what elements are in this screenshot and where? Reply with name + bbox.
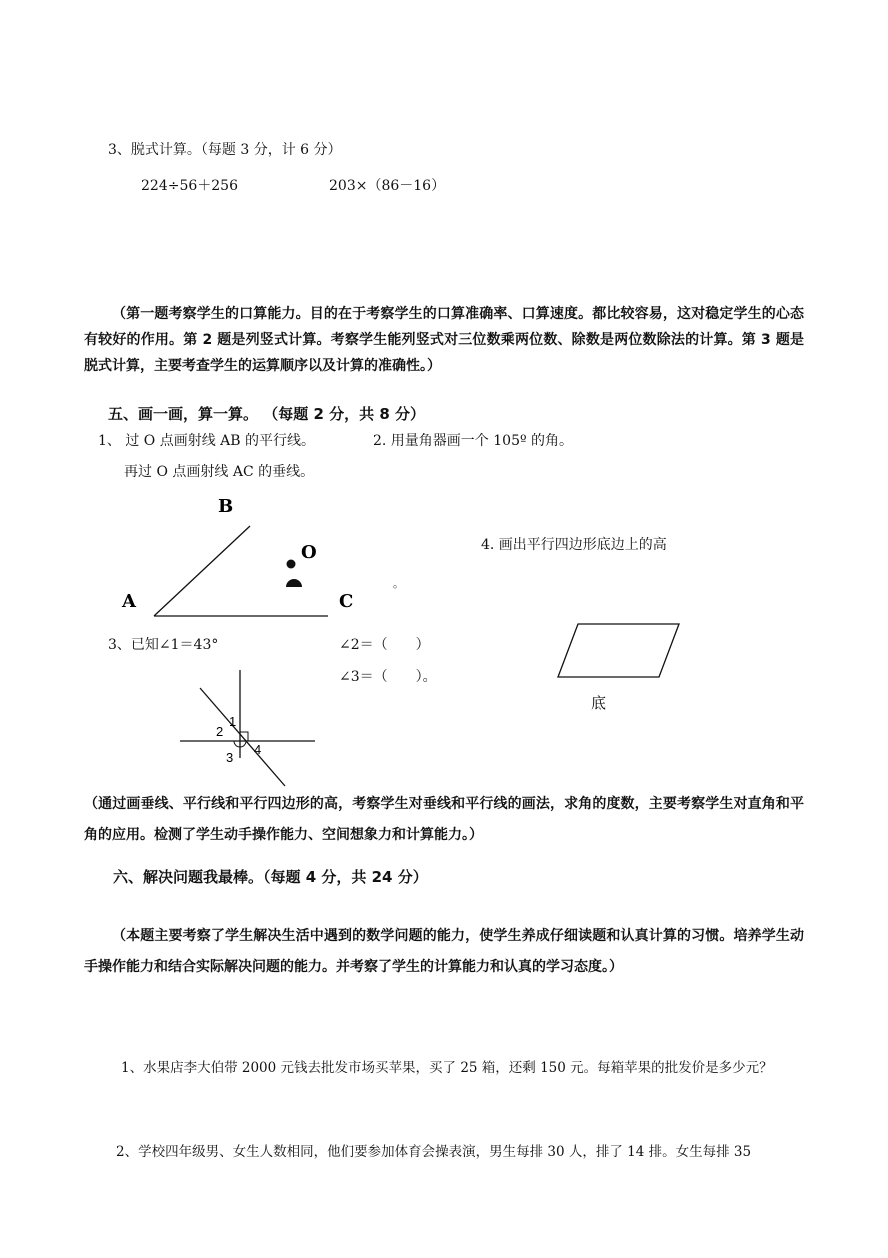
expression-2: 203×（86－16） <box>329 178 446 194</box>
answer-angle-2: ∠2＝（ ） <box>339 637 430 653</box>
section6-heading: 六、解决问题我最棒。（每题 4 分，共 24 分） <box>113 868 428 886</box>
question5-1-line1: 1、 过 O 点画射线 AB 的平行线。 <box>98 433 316 449</box>
question5-4-dot: 。 <box>393 577 404 590</box>
diagonal-line <box>200 688 285 786</box>
angle-label-1: 1 <box>229 714 237 729</box>
problem-2: 2、学校四年级男、女生人数相同，他们要参加体育会操表演，男生每排 30 人，排了 14 排。女生每排 35 <box>116 1144 752 1160</box>
expression-1: 224÷56＋256 <box>141 178 238 194</box>
question5-4: 4. 画出平行四边形底边上的高 <box>481 537 667 553</box>
parallelogram-figure <box>550 620 690 720</box>
question5-3: 3、已知∠1＝43° <box>108 637 219 653</box>
ray-ab <box>154 526 250 616</box>
angle-label-4: 4 <box>254 742 262 757</box>
point-o-dot <box>287 560 296 569</box>
label-o: O <box>301 542 317 563</box>
section3-title: 3、脱式计算。（每题 3 分，计 6 分） <box>108 142 342 158</box>
parallelogram <box>558 624 679 677</box>
section5-heading: 五、画一画，算一算。 （每题 2 分，共 8 分） <box>108 405 425 423</box>
point-o-arc <box>286 579 302 587</box>
label-b: B <box>218 496 234 517</box>
problem-1: 1、水果店李大伯带 2000 元钱去批发市场买苹果，买了 25 箱，还剩 150 元。每箱苹果的批发价是多少元？ <box>121 1060 773 1076</box>
base-label: 底 <box>591 694 607 712</box>
angle-label-3: 3 <box>226 750 234 765</box>
question5-1-line2: 再过 O 点画射线 AC 的垂线。 <box>124 464 315 480</box>
rays-figure <box>110 490 370 630</box>
angle-label-2: 2 <box>216 724 224 739</box>
answer-angle-3: ∠3＝（ ）。 <box>339 669 437 685</box>
teacher-note-1: （第一题考察学生的口算能力。目的在于考察学生的口算准确率、口算速度。都比较容易，这对稳定学生的心态有较好的作用。第 2 题是列竖式计算。考察学生能列竖式对三位数乘两位数、除数是两位数除法的计算。第 3 题是脱式计算，主要考查学生的运算顺序以及计算的准确性。） <box>84 306 804 374</box>
angle-figure <box>178 670 328 790</box>
teacher-note-2: （通过画垂线、平行线和平行四边形的高，考察学生对垂线和平行线的画法，求角的度数，主要考察学生对直角和平角的应用。检测了学生动手操作能力、空间想象力和计算能力。） <box>84 796 804 843</box>
teacher-note-3: （本题主要考察了学生解决生活中遇到的数学问题的能力，使学生养成仔细读题和认真计算的习惯。培养学生动手操作能力和结合实际解决问题的能力。并考察了学生的计算能力和认真的学习态度。） <box>84 928 804 975</box>
question5-2: 2. 用量角器画一个 105º 的角。 <box>373 433 574 449</box>
label-a: A <box>122 591 136 612</box>
label-c: C <box>339 591 354 612</box>
